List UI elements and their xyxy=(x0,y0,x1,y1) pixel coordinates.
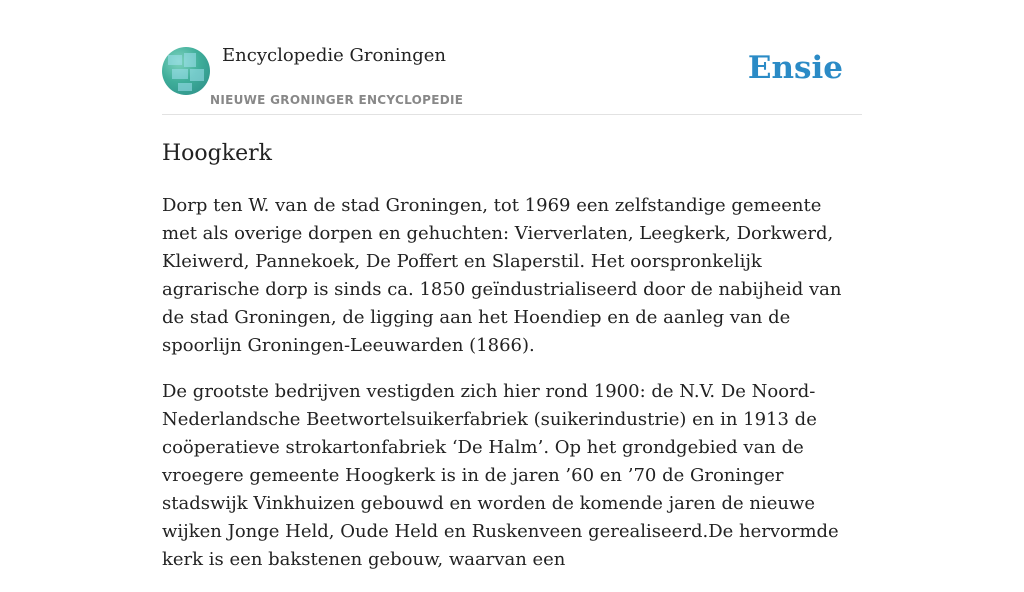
logo-tile xyxy=(184,53,196,67)
encyclopedia-logo-icon[interactable] xyxy=(162,47,210,95)
logo-tile xyxy=(172,69,188,79)
article-body xyxy=(162,192,862,592)
logo-tile xyxy=(178,83,192,91)
logo-tile xyxy=(190,69,204,81)
logo-tile xyxy=(168,55,182,65)
site-header xyxy=(162,0,862,115)
article-paragraph: De grootste bedrijven vestigden zich hier rond 1900: de N.V. De Noord-Nederlandsche Beetwortelsuikerfabriek (suikerindustrie) en in 1913 de coöperatieve strokartonfabriek ‘De Halm’. Op het grondgebied van de vroegere gemeente Hoogkerk is in de jaren ’60 en ’70 de Groninger stadswijk Vinkhuizen gebouwd en worden de komende jaren de nieuwe wijken Jonge Held, Oude Held en Ruskenveen gerealiseerd.De hervormde kerk is een bakstenen gebouw, waarvan een xyxy=(162,381,839,570)
site-subtitle: NIEUWE GRONINGER ENCYCLOPEDIE xyxy=(210,93,464,107)
article-title: Hoogkerk xyxy=(162,141,272,166)
content-container xyxy=(162,0,862,570)
ensie-brand-logo[interactable]: Ensie xyxy=(747,50,843,86)
article-paragraph: Dorp ten W. van de stad Groningen, tot 1969 een zelfstandige gemeente met als overige dorpen en gehuchten: Vierverlaten, Leegkerk, Dorkwerd, Kleiwerd, Pannekoek, De Poffert en Slaperstil. Het oorspronkelijk agrarische dorp is sinds ca. 1850 geïndustrialiseerd door de nabijheid van de stad Groningen, de ligging aan het Hoendiep en de aanleg van de spoorlijn Groningen-Leeuwarden (1866). xyxy=(162,195,842,356)
site-title[interactable]: Encyclopedie Groningen xyxy=(222,45,447,66)
